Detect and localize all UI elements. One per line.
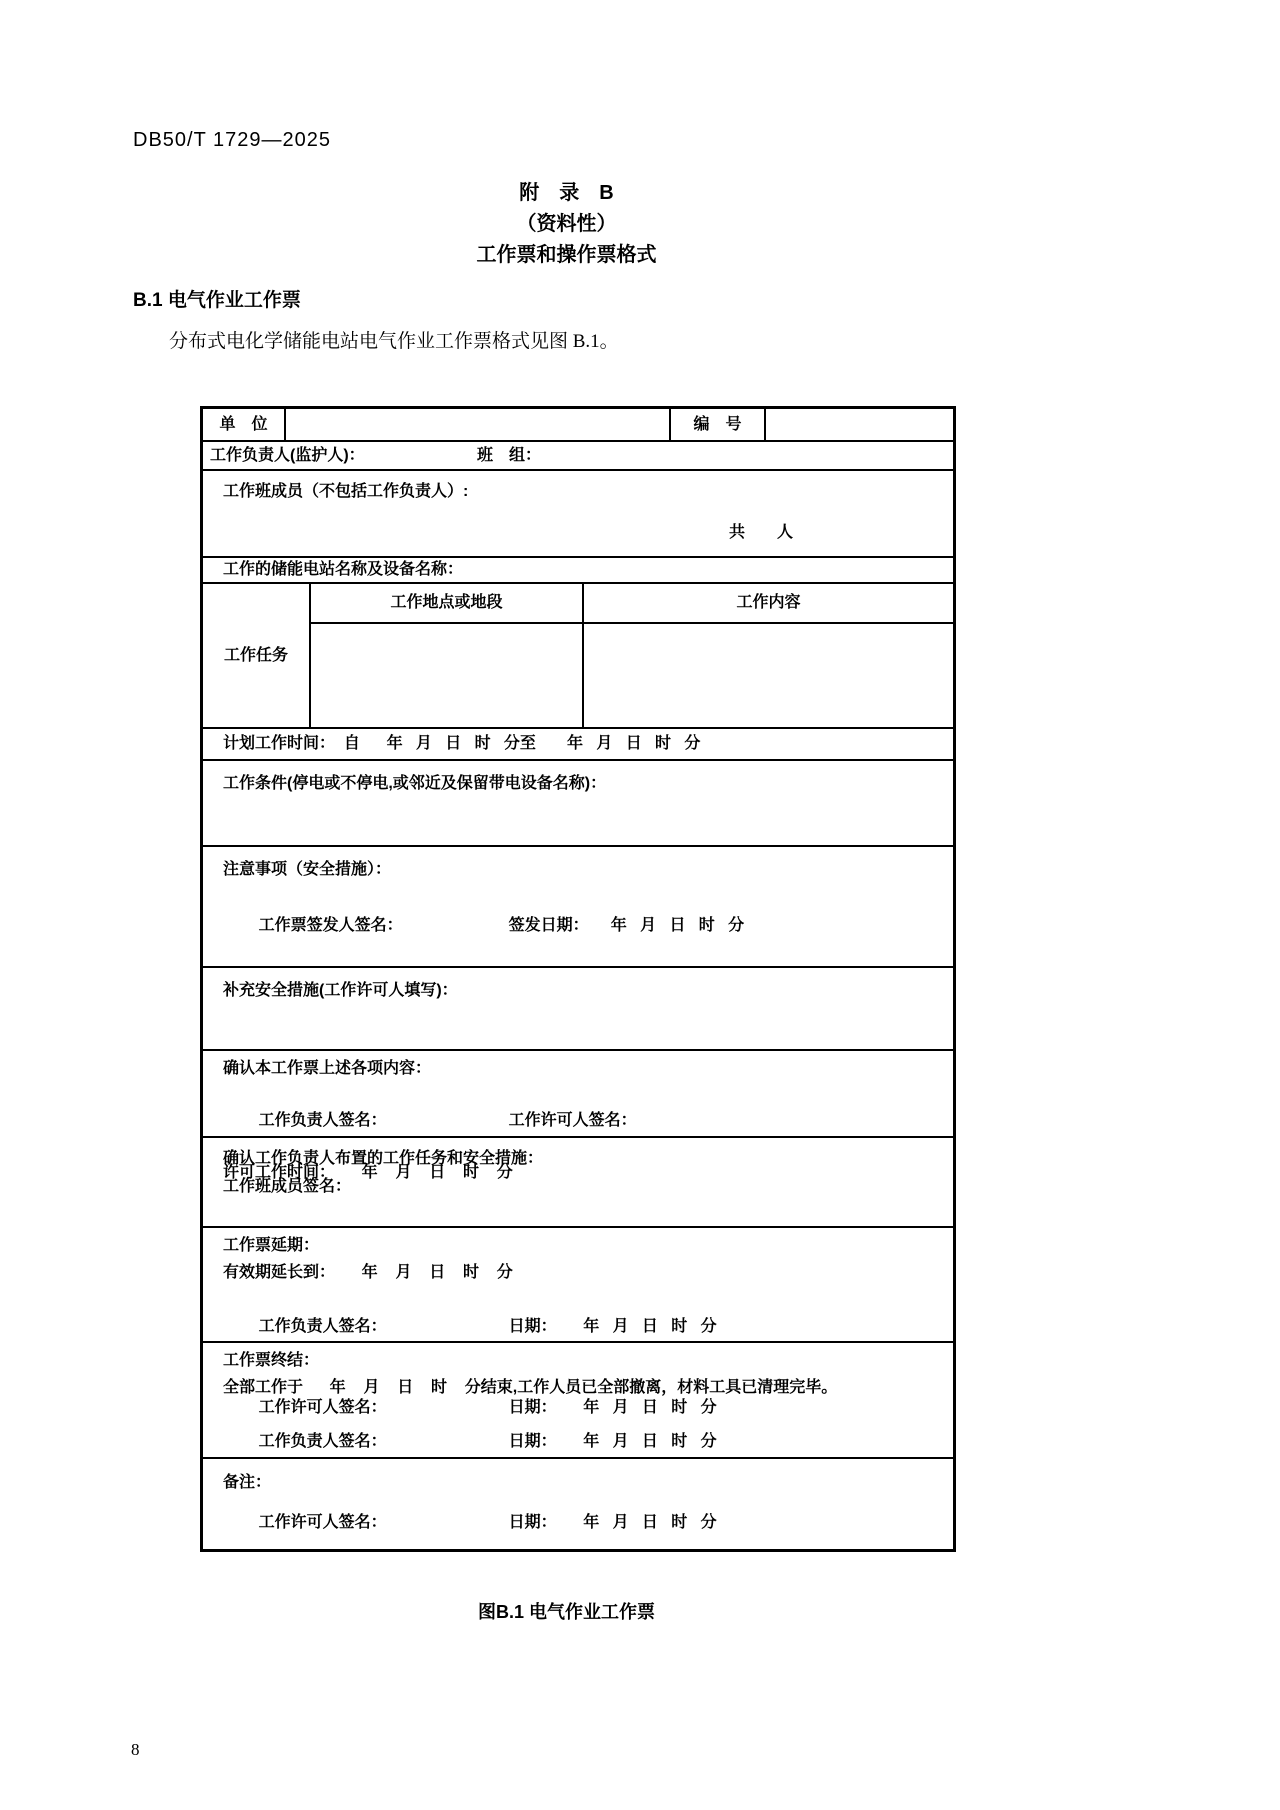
unit-number-row [203, 409, 953, 442]
unit-label-cell [203, 409, 286, 440]
task-content-value-cell [584, 624, 953, 727]
standard-number: DB50/T 1729—2025 [133, 129, 331, 151]
appendix-heading: 工作票和操作票格式 [476, 244, 657, 266]
members-sign-label: 工作班成员签名： [223, 1178, 352, 1195]
appendix-title: 附 录 B [519, 182, 614, 204]
team-label: 班 组： [477, 446, 542, 464]
permit-time-label: 许可工作时间： 年 月 日 时 分 [223, 1164, 513, 1181]
members-row [203, 471, 953, 558]
confirm-tasks-label: 确认工作负责人布置的工作任务和安全措施： [223, 1150, 544, 1167]
issue-date-label: 签发日期： 年 月 日 时 分 [508, 917, 745, 934]
page-number: 8 [131, 1740, 140, 1759]
task-location-header: 工作地点或地段 [390, 594, 503, 611]
figure-caption: 图B.1 电气作业工作票 [477, 1602, 655, 1622]
supplementary-measures-row [203, 968, 953, 1051]
unit-label: 单 位 [219, 415, 268, 433]
number-label-cell [671, 409, 766, 440]
remarks-label: 备注： [223, 1474, 272, 1491]
termination-summary: 全部工作于 年 月 日 时 分结束,工作人员已全部撤离，材料工具已清理完毕。 [223, 1379, 838, 1396]
extension-leader-sign: 工作负责人签名： [258, 1318, 387, 1335]
confirm-tasks-row [203, 1138, 953, 1228]
task-label-cell [203, 584, 311, 727]
task-header-row [311, 584, 953, 624]
termination-leader-date: 日期： 年 月 日 时 分 [508, 1433, 717, 1450]
termination-leader-sign: 工作负责人签名： [258, 1433, 387, 1450]
issuer-signature-line [223, 884, 953, 968]
extension-permitter-sign: 工作许可人签名： [258, 1399, 387, 1416]
appendix-title-block [133, 178, 1000, 271]
task-value-row [311, 624, 953, 727]
number-label: 编 号 [693, 415, 742, 433]
task-location-header-cell [311, 584, 584, 622]
members-label: 工作班成员（不包括工作负责人）: [223, 483, 469, 500]
unit-value-cell [286, 409, 671, 440]
task-content-header-cell [584, 584, 953, 622]
precautions-row [203, 847, 953, 968]
remarks-row [203, 1459, 953, 1547]
work-ticket-form [200, 406, 956, 1552]
precautions-label: 注意事项（安全措施）： [223, 861, 392, 878]
task-label: 工作任务 [223, 646, 288, 664]
conditions-row [203, 761, 953, 847]
task-content-header: 工作内容 [736, 594, 801, 611]
confirm-items-label: 确认本工作票上述各项内容： [223, 1060, 432, 1077]
section-heading: B.1 电气作业工作票 [133, 290, 301, 311]
permitter-sign-label: 工作许可人签名： [508, 1112, 637, 1129]
leader-team-row [203, 442, 953, 471]
extension-valid-until: 有效期延长到： 年 月 日 时 分 [223, 1264, 513, 1281]
termination-permitter-date: 日期： 年 月 日 时 分 [508, 1514, 717, 1531]
extension-leader-date: 日期： 年 月 日 时 分 [508, 1318, 717, 1335]
termination-label: 工作票终结： [223, 1352, 320, 1369]
conditions-label: 工作条件(停电或不停电,或邻近及保留带电设备名称)： [223, 775, 607, 792]
task-columns [311, 584, 953, 727]
leader-label: 工作负责人(监护人)： [210, 446, 365, 464]
planned-time-row [203, 729, 953, 761]
station-label: 工作的储能电站名称及设备名称： [223, 561, 464, 578]
supplementary-label: 补充安全措施(工作许可人填写)： [223, 982, 458, 999]
appendix-subtitle: （资料性） [516, 213, 617, 235]
intro-paragraph: 分布式电化学储能电站电气作业工作票格式见图 B.1。 [169, 331, 619, 352]
task-row [203, 584, 953, 729]
planned-time-label: 计划工作时间： 自 年 月 日 时 分至 年 月 日 时 分 [223, 735, 701, 752]
station-name-row [203, 558, 953, 584]
leader-sign-label: 工作负责人签名： [258, 1112, 387, 1129]
number-value-cell [766, 409, 953, 440]
extension-permitter-date: 日期： 年 月 日 时 分 [508, 1399, 717, 1416]
members-total: 共 人 [728, 524, 793, 541]
termination-permitter-sign: 工作许可人签名： [258, 1514, 387, 1531]
task-location-value-cell [311, 624, 584, 727]
extension-label: 工作票延期： [223, 1237, 320, 1254]
issuer-sign-label: 工作票签发人签名： [258, 917, 403, 934]
